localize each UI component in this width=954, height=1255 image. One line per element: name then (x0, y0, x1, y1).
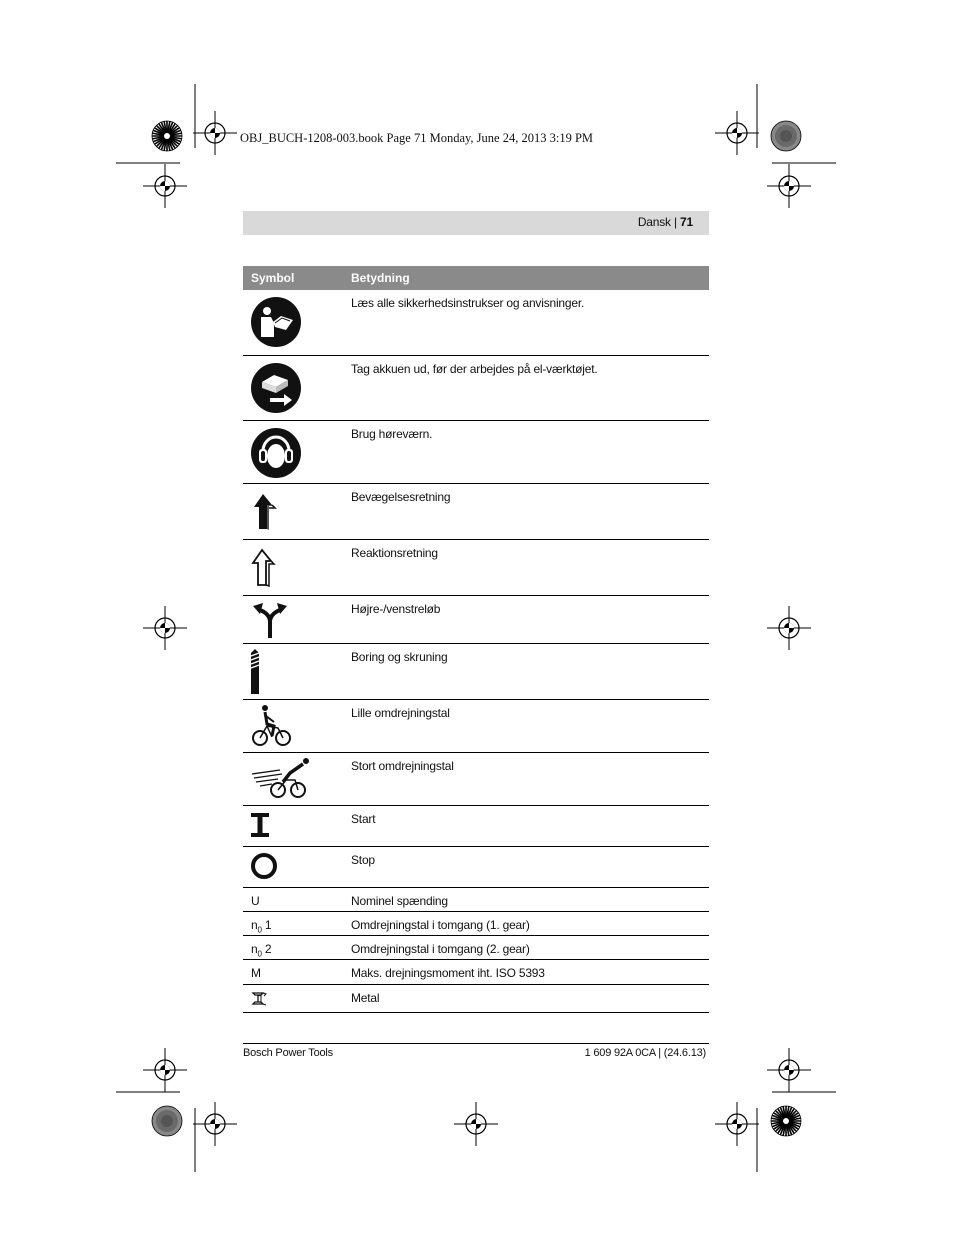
fork-arrows-icon (250, 600, 290, 640)
row-meaning: Omdrejningstal i tomgang (2. gear) (351, 942, 530, 956)
language-label: Dansk (637, 215, 671, 229)
hearing-protection-icon (250, 427, 302, 479)
symbol-table (243, 266, 709, 1013)
table-row (243, 936, 709, 960)
row-meaning: Reaktionsretning (351, 546, 438, 560)
table-row (243, 753, 709, 806)
header-symbol: Symbol (251, 271, 295, 285)
page-number: 71 (680, 215, 693, 229)
footer-doc-number: 1 609 92A 0CA | (24.6.13) (584, 1047, 706, 1059)
row-meaning: Bevægelsesretning (351, 490, 451, 504)
power-on-icon (250, 812, 270, 838)
table-row (243, 484, 709, 540)
row-meaning: Nominel spænding (351, 894, 448, 908)
table-row (243, 960, 709, 985)
row-symbol: M (251, 966, 261, 980)
row-meaning: Metal (351, 991, 380, 1005)
table-row (243, 596, 709, 644)
book-header: OBJ_BUCH-1208-003.book Page 71 Monday, June 24, 2013 3:19 PM (240, 131, 594, 145)
row-meaning: Brug høreværn. (351, 427, 433, 441)
table-header (243, 266, 709, 290)
table-row (243, 290, 709, 356)
cyclist-fast-icon (250, 756, 312, 800)
arrow-outline-icon (250, 548, 280, 588)
row-meaning: Stort omdrejningstal (351, 759, 454, 773)
table-row (243, 356, 709, 421)
metal-icon (250, 991, 268, 1007)
row-symbol: $n_0$ 2 (251, 942, 272, 959)
row-meaning: Start (351, 812, 376, 826)
power-off-icon (250, 852, 278, 880)
arrow-filled-icon (250, 492, 280, 532)
page-language (638, 215, 693, 229)
row-symbol: $n_0$ 1 (251, 918, 272, 935)
cyclist-slow-icon (250, 704, 294, 748)
row-meaning: Højre-/venstreløb (351, 602, 441, 616)
header-separator: | (673, 215, 677, 229)
table-row (243, 644, 709, 700)
row-meaning: Stop (351, 853, 375, 867)
row-meaning: Lille omdrejningstal (351, 706, 450, 720)
table-row (243, 888, 709, 912)
table-row (243, 912, 709, 936)
remove-battery-icon (250, 362, 302, 414)
table-row (243, 540, 709, 596)
table-row (243, 806, 709, 847)
row-meaning: Boring og skruning (351, 650, 448, 664)
row-meaning: Omdrejningstal i tomgang (1. gear) (351, 918, 530, 932)
header-meaning: Betydning (351, 271, 410, 285)
table-row (243, 700, 709, 753)
table-row (243, 421, 709, 484)
row-meaning: Læs alle sikkerhedsinstrukser og anvisninger. (351, 296, 585, 310)
footer-brand: Bosch Power Tools (243, 1047, 333, 1059)
read-manual-icon (250, 296, 302, 348)
footer-rule (243, 1043, 709, 1044)
row-meaning: Tag akkuen ud, før der arbejdes på el-værktøjet. (351, 362, 598, 376)
row-symbol: U (251, 894, 260, 908)
page-header-bar (243, 211, 709, 235)
table-row (243, 847, 709, 888)
drill-bit-icon (250, 648, 264, 694)
table-row (243, 985, 709, 1013)
row-meaning: Maks. drejningsmoment iht. ISO 5393 (351, 966, 545, 980)
